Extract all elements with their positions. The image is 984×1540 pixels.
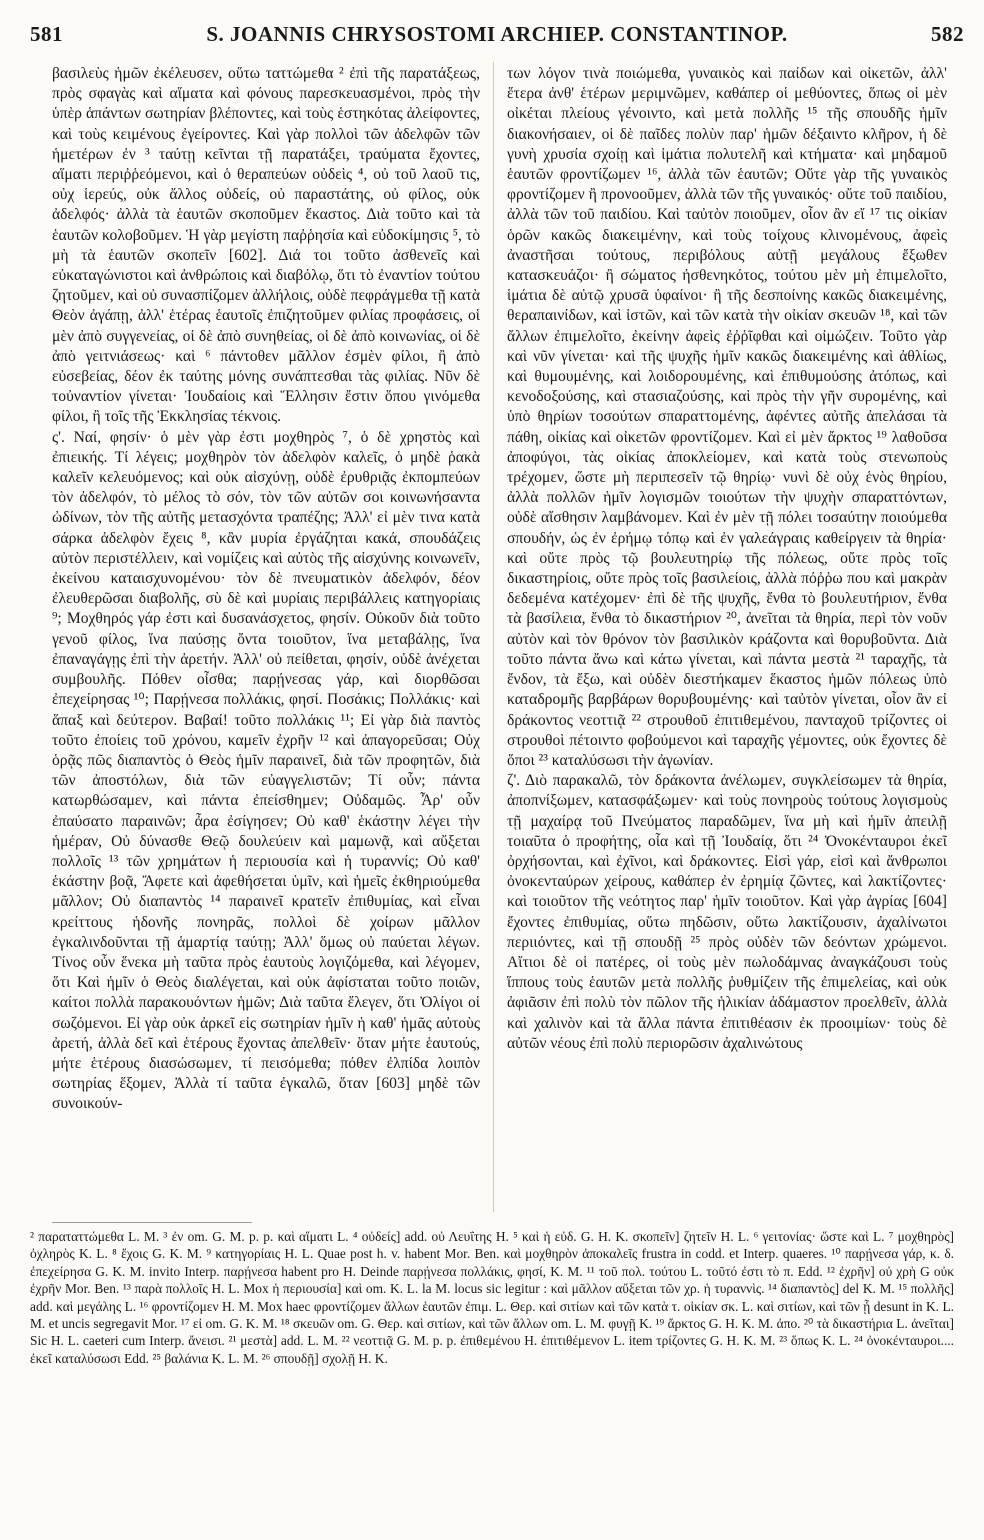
page-header — [30, 22, 964, 50]
right-paragraph-2: ζ'. Διὸ παρακαλῶ, τὸν δράκοντα ἀνέλωμεν, συγκλείσωμεν τὰ θηρία, ἀποπνίξωμεν, κατασφάξωμεν· καὶ τοὺς πονηροὺς τούτους λογισμοὺς τῇ μαχαίρᾳ τοῦ Πνεύματος παραδῶμεν, ἵνα μὴ καὶ ἡμῖν ἀπειλῇ τοιαῦτα ὁ προφήτης, οἷα καὶ τῇ Ἰουδαίᾳ, ὅτι ²⁴ Ὀνοκένταυροι ἐκεῖ ὀρχήσονται, καὶ ἐχῖνοι, καὶ δράκοντες. Εἰσὶ γάρ, εἰσὶ καὶ ἄνθρωποι ὀνοκενταύρων χείρους, καθάπερ ἐν ἐρημίᾳ ζῶντες, καὶ λακτίζοντες· καὶ τοιοῦτον τῆς νεότητος παρ' ἡμῖν τοιοῦτον. Καὶ γὰρ ἀγρίας [604] ἔχοντες ἐπιθυμίας, οὕτω πηδῶσιν, οὕτω λακτίζουσιν, ἀχαλίνωτοι περιιόντες, καὶ τῇ σπουδῇ ²⁵ πρὸς οὐδὲν τῶν δεόντων χρώμενοι. Αἴτιοι δὲ οἱ πατέρες, οἱ τοὺς μὲν πωλοδάμνας ἀναγκάζουσι τοὺς ἵππους τοὺς ἑαυτῶν μετὰ πολλῆς ῥυθμίζειν τῆς ἐπιμελείας, καὶ οὐκ ἀφιᾶσιν ἐπὶ πολὺ τὸν πῶλον τῆς ἡλικίαν ἀδάμαστον προελθεῖν, ἀλλὰ καὶ χαλινὸν καὶ τὰ ἄλλα πάντα ἐπιτιθέασιν ἐκ προοιμίων· τοὺς δὲ αὐτῶν νέους ἐπὶ πολὺ περιορῶσιν ἀχαλινώτους — [507, 772, 947, 1052]
left-paragraph-1: βασιλεὺς ἡμῶν ἐκέλευσεν, οὕτω ταττώμεθα ² ἐπὶ τῆς παρατάξεως, πρὸς σφαγὰς καὶ αἵματα καὶ φόνους παρεσκευασμένοι, πρὸς τὴν ὑπὲρ ἁπάντων σωτηρίαν βλέποντες, καὶ τοὺς ἑστηκότας ἀλείφοντες, καὶ τοὺς κειμένους ἐγείροντες. Καὶ γὰρ πολλοὶ τῶν ἀδελφῶν τῶν ἡμετέρων ἐν ³ ταύτῃ κεῖνται τῇ παρατάξει, τραύματα ἔχοντες, αἵματι περιῤῥεόμενοι, καὶ ὁ θεραπεύων οὐδεὶς ⁴, οὐ τοῦ λαοῦ τις, οὐχ ἱερεύς, οὐκ ἄλλος οὐδείς, οὐ παραστάτης, οὐ φίλος, οὐκ ἀδελφός· ἀλλὰ τὰ ἑαυτῶν σκοποῦμεν ἕκαστος. Διὰ τοῦτο καὶ τὰ ἑαυτῶν κολοβοῦμεν. Ἡ γὰρ μεγίστη παῤῥησία καὶ εὐδοκίμησις ⁵, τὸ μὴ τὰ ἑαυτῶν σκοπεῖν [602]. Διά τοι τοῦτο ἀσθενεῖς καὶ εὐκαταγώνιστοι καὶ ἀνθρώποις καὶ διαβόλῳ, ὅτι τὸ ἐναντίον τούτου ζητοῦμεν, καὶ οὐ συνασπίζομεν ἀλλήλοις, οὐδὲ πεφράγμεθα τῇ κατὰ Θεὸν ἀγάπῃ, ἀλλ' ἑτέρας ἑαυτοῖς ἐπιζητοῦμεν φιλίας προφάσεις, οἱ μὲν ἀπὸ συγγενείας, οἱ δὲ ἀπὸ συνηθείας, οἱ δὲ ἀπὸ κοινωνίας, οἱ δὲ ἀπὸ γειτνιάσεως· καὶ ⁶ πάντοθεν μᾶλλον ἐσμὲν φίλοι, ἢ ἀπὸ εὐσεβείας, δέον ἐκ ταύτης μόνης συνάπτεσθαι τὰς φιλίας. Νῦν δὲ τοὐναντίον γίνεται· Ἰουδαίοις καὶ Ἕλλησιν ἔστιν ὅπου γινόμεθα φίλοι, ἢ τοῖς τῆς Ἐκκλησίας τέκνοις. — [52, 65, 480, 426]
page-number-right: 582 — [931, 22, 964, 46]
column-divider — [493, 62, 494, 1212]
left-column — [52, 64, 480, 1214]
running-title: S. JOANNIS CHRYSOSTOMI ARCHIEP. CONSTANTINOP. — [206, 22, 788, 46]
right-paragraph-1: των λόγον τινὰ ποιώμεθα, γυναικὸς καὶ παίδων καὶ οἰκετῶν, ἀλλ' ἕτερα ἀνθ' ἑτέρων μεριμνῶμεν, καθάπερ οἱ μεθύοντες, ὅπως οἱ μὲν οἰκέται πλείους γένοιντο, καὶ μετὰ πολλῆς ¹⁵ τῆς σπουδῆς ἡμῖν διακονήσαιεν, οἱ δὲ παῖδες πολὺν παρ' ἡμῶν δέξαιντο κλῆρον, ἡ δὲ γυνὴ χρυσία σχοίῃ καὶ ἱμάτια πολυτελῆ καὶ κτήματα· καὶ μηδαμοῦ ἑαυτῶν φροντίζωμεν ¹⁶, ἀλλὰ τῶν ἑαυτῶν; Οὔτε γὰρ τῆς γυναικὸς φροντίζομεν ἢ προνοοῦμεν, ἀλλὰ τῶν τῆς γυναικός· οὔτε τοῦ παιδίου, ἀλλὰ τῶν τοῦ παιδίου. Καὶ ταὐτὸν ποιοῦμεν, οἷον ἂν εἴ ¹⁷ τις οἰκίαν ὁρῶν κακῶς διακειμένην, καὶ τοὺς τοίχους κλινομένους, ἀφεὶς ἀναστῆσαι τούτους, περιβόλους αὐτῇ μεγάλους ἔξωθεν κατασκευάζοι· ἢ σώματος ἠσθενηκότος, τούτου μὲν μὴ ἐπιμελοῖτο, ἱμάτια δὲ αὐτῷ χρυσᾶ ὑφαίνοι· ἢ τῆς δεσποίνης κακῶς διακειμένης, θεραπαινίδων, καὶ ἱστῶν, καὶ τῶν κατὰ τὴν οἰκίαν σκευῶν ¹⁸, καὶ τῶν ἄλλων ἐπιμελοῖτο, ἐκείνην ἀφεὶς ἐῤῥῖφθαι καὶ οἰμώζειν. Τοῦτο γὰρ καὶ νῦν γίνεται· καὶ τῆς ψυχῆς ἡμῖν κακῶς διακειμένης καὶ ἀθλίως, καὶ θυμουμένης, καὶ λοιδορουμένης, καὶ ἐπιθυμούσης ἀτόπως, καὶ κενοδοξούσης, καὶ στασιαζούσης, καὶ πρὸς τὴν γῆν συρομένης, καὶ ὑπὸ θηρίων τοσούτων σπαραττομένης, ἀφέντες αὐτῆς ἀπελάσαι τὰ πάθη, οἰκίας καὶ οἰκετῶν φροντίζομεν. Καὶ εἰ μὲν ἄρκτος ¹⁹ λαθοῦσα ἀποφύγοι, τὰς οἰκίας ἀποκλείομεν, καὶ κατὰ τοὺς στενωποὺς τρέχομεν, ὥστε μὴ περιπεσεῖν τῷ θηρίῳ· νυνὶ δὲ οὐχ ἑνὸς θηρίου, ἀλλὰ πολλῶν ἡμῖν λογισμῶν τοιούτων τὴν ψυχὴν σπαραττόντων, οὐδὲ αἴσθησιν λαμβάνομεν. Καὶ ἐν μὲν τῇ πόλει τοσαύτην ποιούμεθα σπουδήν, ὡς ἐν ἐρήμῳ τόπῳ καὶ ἐν γαλεάγραις καθείργειν τὰ θηρία· καὶ οὔτε πρὸς τῷ βουλευτηρίῳ τῆς πόλεως, οὔτε πρὸς τοῖς δικαστηρίοις, οὔτε πρὸς τοῖς βασιλείοις, ἀλλὰ πόῤῥω που καὶ μακρὰν δεδεμένα κατέχομεν· ἐπὶ δὲ τῆς ψυχῆς, ἔνθα τὸ βουλευτήριον, ἔνθα τὰ βασίλεια, ἔνθα τὸ δικαστήριον ²⁰, ἀνεῖται τὰ θηρία, περὶ τὸν νοῦν αὐτὸν καὶ τὸν θρόνον τὸν βασιλικὸν κράζοντα καὶ θορυβοῦντα. Διὰ τοῦτο πάντα ἄνω καὶ κάτω γίνεται, καὶ πάντα μεστὰ ²¹ ταραχῆς, τὰ ἔνδον, τὰ ἔξω, καὶ οὐδὲν διεστήκαμεν ἕκαστος ἡμῶν πόλεως ὑπὸ καταδρομῆς βαρβάρων θορυβουμένης· καὶ ταὐτὸν γίνεται, οἷον ἂν εἰ δράκοντος νεοττιᾷ ²² στρουθοῦ ἐπιτιθεμένου, πανταχοῦ τρίζοντες οἱ στρουθοὶ πέτοιντο φοβούμενοι καὶ ταραχῆς γέμοντες, οὐκ ἔχοντες δὲ ὅποι ²³ καταλύσωσι τὴν ἀγωνίαν. — [507, 65, 947, 769]
footnotes — [30, 1228, 954, 1528]
footnote-rule — [52, 1222, 252, 1223]
page-number-left: 581 — [30, 22, 63, 46]
footnotes-text: ² παραταττώμεθα L. M. ³ ἐν om. G. M. p. p. καὶ αἵματι L. ⁴ οὐδείς] add. οὐ Λευΐτης H. ⁵ καὶ ἡ εὐδ. G. H. K. σκοπεῖν] ζητεῖν H. L. ⁶ γειτονίας· ὥστε καὶ L. ⁷ μοχθηρὸς] ὀχληρὸς K. L. ⁸ ἔχοις G. K. M. ⁹ κατηγορίαις H. L. Quae post h. v. habent Mor. Ben. καὶ μοχθηρὸν ἀποκαλεῖς frustra in codd. et Interp. quaeres. ¹⁰ παρῄνεσα γάρ, κ. δ. ἐπεχείρησα G. K. M. invito Interp. παρῄνεσα habent pro H. Deinde παρῄνεσα πολλάκις, φησί, K. M. ¹¹ τοῦ πολ. τούτου L. τοῦτό ἐστι τὸ π. Edd. ¹² ἐχρῆν] οὐ χρὴ G οὐκ ἐχρῆν Mor. Ben. ¹³ παρὰ πολλοῖς H. L. Mox ἡ περιουσία] καὶ om. K. L. la M. locus sic legitur : καὶ μᾶλλον αὔξεται τῶν χρ. ἡ τυραννὶς. ¹⁴ διαπαντὸς] del K. M. ¹⁵ πολλῆς] add. καὶ μεγάλης L. ¹⁶ φροντίζομεν H. M. Mox haec φροντίζομεν ἄλλων ἑαυτῶν ἐπιμ. L. Θερ. καὶ σιτίων καὶ τῶν κατὰ τ. οἰκίαν σκ. L. καὶ σιτίων, καὶ τῶν ᾗ desunt in K. L. M. et uncis segregavit Mor. ¹⁷ εἰ om. G. K. M. ¹⁸ σκευῶν om. G. Θερ. καὶ σιτίων, καὶ τῶν ἄλλων om. L. M. φυγῇ K. ¹⁹ ἄρκτος G. H. K. M. ἀπο. ²⁰ τὰ δικαστήρια L. ἀνεῖται] Sic H. L. caeteri cum Interp. ἄνεισι. ²¹ μεστὰ] add. L. M. ²² νεοττιᾷ G. M. p. p. ἐπιθεμένου H. ἐπιτιθέμενον L. item τρίζοντες G. H. K. M. ²³ ὅπως K. L. ²⁴ ὀνοκένταυροι.... ἐκεῖ καταλύσωσι Edd. ²⁵ βαλάνια K. L. M. ²⁶ σπουδῇ] σχολῇ H. K. — [30, 1229, 954, 1366]
right-column — [507, 64, 947, 1214]
left-paragraph-2: ς'. Ναί, φησίν· ὁ μὲν γὰρ ἐστι μοχθηρὸς ⁷, ὁ δὲ χρηστὸς καὶ ἐπιεικής. Τί λέγεις; μοχθηρὸν τὸν ἀδελφὸν καλεῖς, ὁ μηδὲ ῥακὰ καλεῖν κελευόμενος; καὶ οὐκ αἰσχύνῃ, οὐδὲ ἐρυθριᾷς ἐκπομπεύων τὸν ἀδελφόν, τὸ μέλος τὸ σόν, τὸν τῶν αὐτῶν σοι κοινωνήσαντα ὠδίνων, τὸν τῆς αὐτῆς μετασχόντα τραπέζης; Ἀλλ' εἰ μὲν τινα κατὰ σάρκα ἀδελφὸν ἔχεις ⁸, κἂν μυρία ἐργάζηται κακά, σπουδάζεις αὐτὸν περιστέλλειν, καὶ νομίζεις καὶ αὐτὸς τῆς αἰσχύνης κοινωνεῖν, ἐκείνου καταισχυνομένου· τὸν δὲ πνευματικὸν ἀδελφόν, δέον ἐλευθερῶσαι διαβολῆς, σὺ δὲ καὶ μυρίαις περιβάλλεις κατηγορίαις ⁹; Μοχθηρός γάρ ἐστι καὶ δυσανάσχετος, φησίν. Οὐκοῦν διὰ τοῦτο γενοῦ φίλος, ἵνα παύσῃς ὄντα τοιοῦτον, ἵνα μεταβάλῃς, ἵνα ἐπαναγάγῃς ἐπὶ τὴν ἀρετήν. Ἀλλ' οὐ πείθεται, φησίν, οὐδὲ ἀνέχεται συμβουλῆς. Πόθεν οἶσθα; παρῄνεσας γάρ, καὶ διορθῶσαι ἐπεχείρησας ¹⁰; Παρῄνεσα πολλάκις, φησί. Ποσάκις; Πολλάκις· καὶ ἅπαξ καὶ δεύτερον. Βαβαί! τοῦτο πολλάκις ¹¹; Εἰ γὰρ διὰ παντὸς τοῦτο ἐποίεις τοῦ χρόνου, καμεῖν ἐχρῆν ¹² καὶ ἀπαγορεῦσαι; Οὐχ ὁρᾷς πῶς διαπαντὸς ὁ Θεὸς ἡμῖν παραινεῖ, διὰ τῶν προφητῶν, διὰ τῶν ἀποστόλων, διὰ τῶν εὐαγγελιστῶν; Τί οὖν; πάντα κατωρθώσαμεν, καὶ πάντα ἐπείσθημεν; Οὐδαμῶς. Ἆρ' οὖν ἐπαύσατο παραινῶν; ἆρα ἐσίγησεν; Οὐ καθ' ἑκάστην λέγει τὴν ἡμέραν, Οὐ δύνασθε Θεῷ δουλεύειν καὶ μαμωνᾷ, καὶ αὔξεται πολλοῖς ¹³ τῶν χρημάτων ἡ περιουσία καὶ ἡ τυραννίς; Οὐ καθ' ἑκάστην βοᾷ, Ἄφετε καὶ ἀφεθήσεται ὑμῖν, καὶ ἡμεῖς ἐκθηριούμεθα μᾶλλον; Οὐ διαπαντὸς ¹⁴ παραινεῖ κρατεῖν ἐπιθυμίας, καὶ εἶναι κρείττους ἡδονῆς πονηρᾶς, πολλοὶ δὲ χοίρων μᾶλλον ἐγκαλινδοῦνται τῇ ἁμαρτίᾳ ταύτῃ; Ἀλλ' ὅμως οὐ παύεται λέγων. Τίνος οὖν ἕνεκα μὴ ταῦτα πρὸς ἑαυτοὺς λογιζόμεθα, καὶ λέγομεν, ὅτι Καὶ ἡμῖν ὁ Θεὸς διαλέγεται, καὶ οὐκ ἀφίσταται τοῦτο ποιῶν, καίτοι πολλὰ παρακουόντων ἡμῶν; Διὰ ταῦτα ἔλεγεν, ὅτι Ὀλίγοι οἱ σωζόμενοι. Εἰ γὰρ οὐκ ἀρκεῖ εἰς σωτηρίαν ἡμῖν ἡ καθ' ἡμᾶς αὐτοὺς ἀρετή, ἀλλὰ δεῖ καὶ ἑτέρους ἔχοντας ἀπελθεῖν· ὅταν μήτε ἑαυτούς, μήτε ἑτέρους διασώσωμεν, τί πεισόμεθα; πόθεν ἐλπίδα λοιπὸν σωτηρίας ἕξομεν, Ἀλλὰ τί ταῦτα ἐγκαλῶ, ὅταν [603] μηδὲ τῶν συνοικούν- — [52, 428, 480, 1113]
